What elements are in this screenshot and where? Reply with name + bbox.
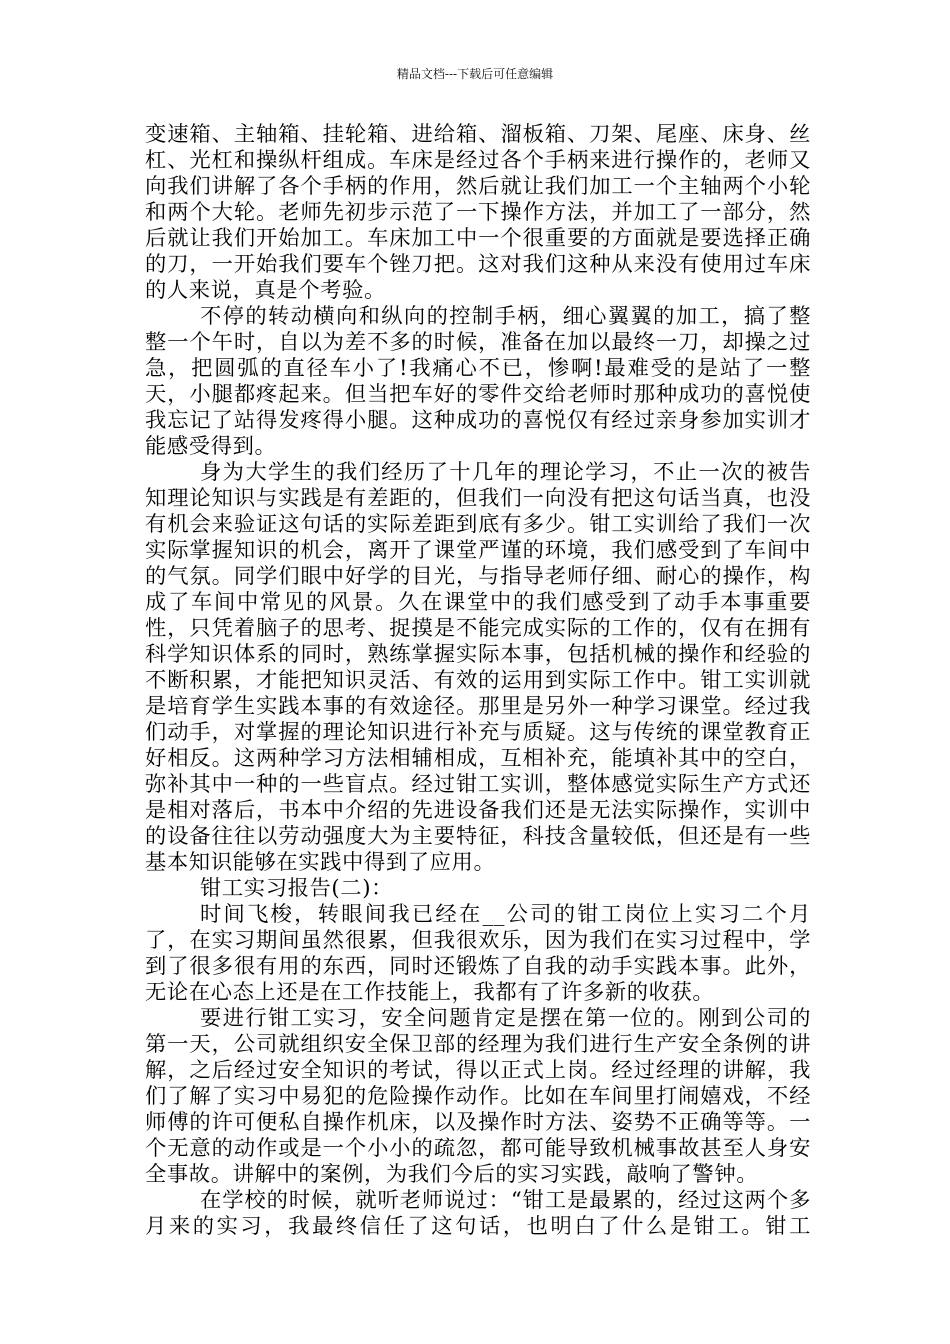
paragraph-1: 变速箱、主轴箱、挂轮箱、进给箱、溜板箱、刀架、尾座、床身、丝杠、光杠和操纵杆组成。车床是经过各个手柄来进行操作的，老师又向我们讲解了各个手柄的作用，然后就让我们加工一个主轴两个小轮和两个大轮。老师先初步示范了一下操作方法，并加工了一部分，然后就让我们开始加工。车床加工中一个很重要的方面就是要选择正确的刀，一开始我们要车个锉刀把。这对我们这种从来没有使用过车床的人来说，真是个考验。 <box>145 122 811 303</box>
paragraph-5: 要进行钳工实习，安全问题肯定是摆在第一位的。刚到公司的第一天，公司就组织安全保卫部的经理为我们进行生产安全条例的讲解，之后经过安全知识的考试，得以正式上岗。经过经理的讲解，我们了解了实习中易犯的危险操作动作。比如在车间里打闹嬉戏，不经师傅的许可便私自操作机床，以及操作时方法、姿势不正确等等。一个无意的动作或是一个小小的疏忽，都可能导致机械事故甚至人身安全事故。讲解中的案例，为我们今后的实习实践，敲响了警钟。 <box>145 1006 811 1187</box>
paragraph-4: 时间飞梭，转眼间我已经在__公司的钳工岗位上实习二个月了，在实习期间虽然很累，但我很欢乐，因为我们在实习过程中，学到了很多很有用的东西，同时还锻炼了自我的动手实践本事。此外，无论在心态上还是在工作技能上，我都有了许多新的收获。 <box>145 902 811 1005</box>
paragraph-3: 身为大学生的我们经历了十几年的理论学习，不止一次的被告知理论知识与实践是有差距的，但我们一向没有把这句话当真，也没有机会来验证这句话的实际差距到底有多少。钳工实训给了我们一次实际掌握知识的机会，离开了课堂严谨的环境，我们感受到了车间中的气氛。同学们眼中好学的目光，与指导老师仔细、耐心的操作，构成了车间中常见的风景。久在课堂中的我们感受到了动手本事重要性，只凭着脑子的思考、捉摸是不能完成实际的工作的，仅有在拥有科学知识体系的同时，熟练掌握实际本事，包括机械的操作和经验的不断积累，才能把知识灵活、有效的运用到实际工作中。钳工实训就是培育学生实践本事的有效途径。那里是另外一种学习课堂。经过我们动手，对掌握的理论知识进行补充与质疑。这与传统的课堂教育正好相反。这两种学习方法相辅相成，互相补充，能填补其中的空白，弥补其中一种的一些盲点。经过钳工实训，整体感觉实际生产方式还是相对落后，书本中介绍的先进设备我们还是无法实际操作，实训中的设备往往以劳动强度大为主要特征，科技含量较低，但还是有一些基本知识能够在实践中得到了应用。 <box>145 460 811 875</box>
section-heading: 钳工实习报告(二)： <box>200 876 393 901</box>
document-body <box>145 122 811 1240</box>
paragraph-2: 不停的转动横向和纵向的控制手柄，细心翼翼的加工，搞了整整一个午时，自以为差不多的时候，准备在加以最终一刀，却操之过急，把圆弧的直径车小了!我痛心不已，惨啊!最难受的是站了一整天，小腿都疼起来。但当把车好的零件交给老师时那种成功的喜悦使我忘记了站得发疼得小腿。这种成功的喜悦仅有经过亲身参加实训才能感受得到。 <box>145 304 811 459</box>
paragraph-6: 在学校的时候，就听老师说过：“钳工是最累的，经过这两个多月来的实习，我最终信任了这句话，也明白了什么是钳工。钳工 <box>145 1188 811 1239</box>
page-header: 精品文档---下载后可任意编辑 <box>396 67 554 81</box>
